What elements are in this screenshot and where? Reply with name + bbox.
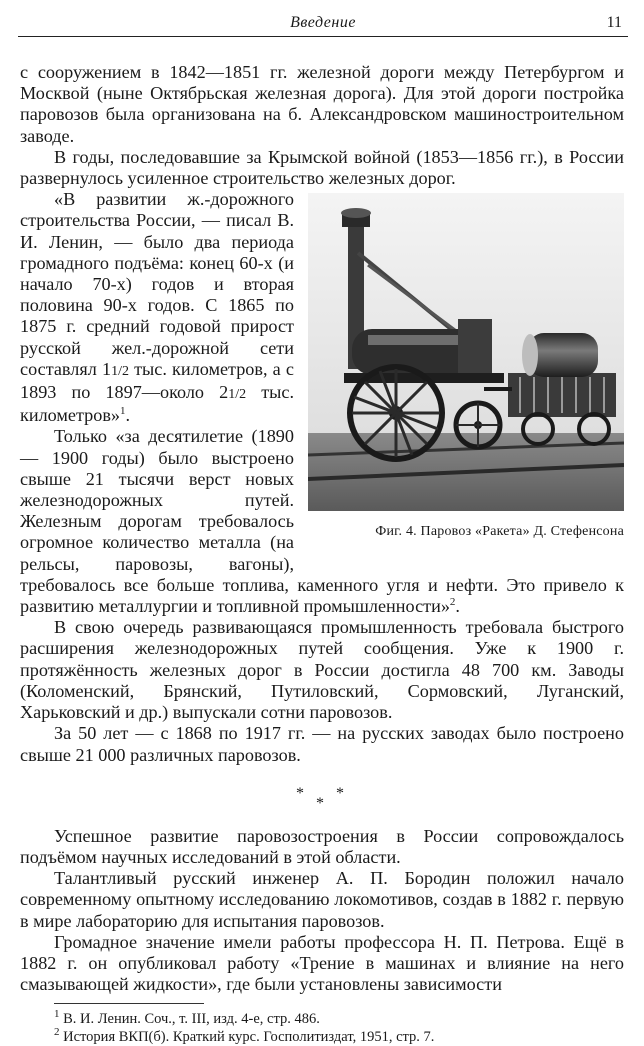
fraction-2: 1/2 xyxy=(228,387,247,403)
quote-lenin-part-3: тыс. километров» xyxy=(20,382,295,426)
separator-star-center: * xyxy=(316,794,324,812)
body-text xyxy=(20,62,624,1046)
figure-rocket-locomotive xyxy=(308,193,624,553)
footnote-ref-1: 1 xyxy=(120,405,126,418)
footnote-text-1: В. И. Ленин. Соч., т. III, изд. 4-е, стр. 486. xyxy=(59,1011,320,1028)
paragraph-9: Громадное значение имели работы профессора Н. П. Петрова. Ещё в 1882 г. он опубликовал работу «Трение в машинах и влияние на него смазывающей жидкости», где были установлены зависимости xyxy=(20,931,624,995)
paragraph-4: Только «за десятилетие (1890 — 1900 годы) было выстроено свыше 21 тысячи верст новых железнодорожных путей. Железным дорогам требовалось огромное количество металла (на рельсы, паровозы, вагоны), требовалось все больше топлива, каменного угля и нефти. Это привело к развитию металлургии и топливной промышленности»$^2$. xyxy=(20,426,624,617)
locomotive-photo xyxy=(308,193,624,511)
footnote-mark-2: 2 xyxy=(54,1026,60,1039)
paragraph-2: В годы, последовавшие за Крымской войной (1853—1856 гг.), в России развернулось усиленное строительство железных дорог. xyxy=(20,146,624,189)
footnote-mark-1: 1 xyxy=(54,1008,60,1021)
footnote-divider xyxy=(54,1003,204,1004)
footnote-ref-2: 2 xyxy=(449,596,456,609)
running-title: Введение xyxy=(290,14,356,31)
quote-history-text: Только «за десятилетие (1890 — 1900 годы) было выстроено свыше 21 тысячи верст новых железнодорожных путей. Железным дорогам требовалось огромное количество металла (на рельсы, паровозы, вагоны), требовалось все больше топлива, каменного угля и нефти. Это привело к развитию металлургии и топливной промышленности» xyxy=(20,426,624,617)
page-header xyxy=(18,8,628,37)
quote-lenin-part-2: тыс. километров, а с 1893 по 1897—около 2 xyxy=(20,358,294,403)
paragraph-7: Успешное развитие паровозостроения в России сопровождалось подъёмом научных исследований в этой области. xyxy=(20,825,624,867)
figure-caption: Фиг. 4. Паровоз «Ракета» Д. Стефенсона xyxy=(375,524,624,540)
paragraph-1: с сооружением в 1842—1851 гг. железной дороги между Петербургом и Москвой (ныне Октябрьская железная дорога). Для этой дороги постройка паровозов была организована на б. Александровском машиностроительном заводе. xyxy=(20,62,624,146)
quote-lenin-part-1: «В развитии ж.-дорожного строительства России, — писал В. И. Ленин, — было два периода громадного подъёма: конец 60-х (и начало 70-х) годов и вторая половина 90-х годов. С 1865 по 1875 г. средний годовой прирост русской жел.-дорожной сети составлял 1 xyxy=(20,189,294,379)
separator-star-right: * xyxy=(336,784,344,802)
paragraph-5: В свою очередь развивающаяся промышленность требовала быстрого расширения железнодорожных путей сообщения. Уже к 1900 г. протяжённость железных дорог в России достигла 48 700 км. Заводы (Коломенский, Брянский, Путиловский, Сормовский, Луганский, Харьковский и др.) выпускали сотни паровозов. xyxy=(20,617,624,723)
footnote-text-2: История ВКП(б). Краткий курс. Госполитиздат, 1951, стр. 7. xyxy=(59,1029,435,1046)
paragraph-3: «В развитии ж.-дорожного строительства России, — писал В. И. Ленин, — было два периода громадного подъёма: конец 60-х (и начало 70-х) годов и вторая половина 90-х годов. С 1865 по 1875 г. средний годовой прирост русской жел.-дорожной сети составлял 11/2 тыс. километров, а с 1893 по 1897—около 21/2 тыс. километров»$^1$. xyxy=(20,189,295,426)
footnote-2 xyxy=(20,1028,624,1046)
footnote-1 xyxy=(20,1010,624,1028)
paragraph-6: За 50 лет — с 1868 по 1917 гг. — на русских заводах было построено свыше 21 000 различных паровозов. xyxy=(20,723,624,765)
separator-star-left: * xyxy=(296,784,304,802)
paragraph-8: Талантливый русский инженер А. П. Бородин положил начало современному опытному исследованию локомотивов, создав в 1882 г. первую в мире лабораторию для испытания паровозов. xyxy=(20,868,624,931)
section-separator xyxy=(20,766,624,826)
page-number: 11 xyxy=(606,14,622,31)
fraction-1: 1/2 xyxy=(111,363,129,379)
